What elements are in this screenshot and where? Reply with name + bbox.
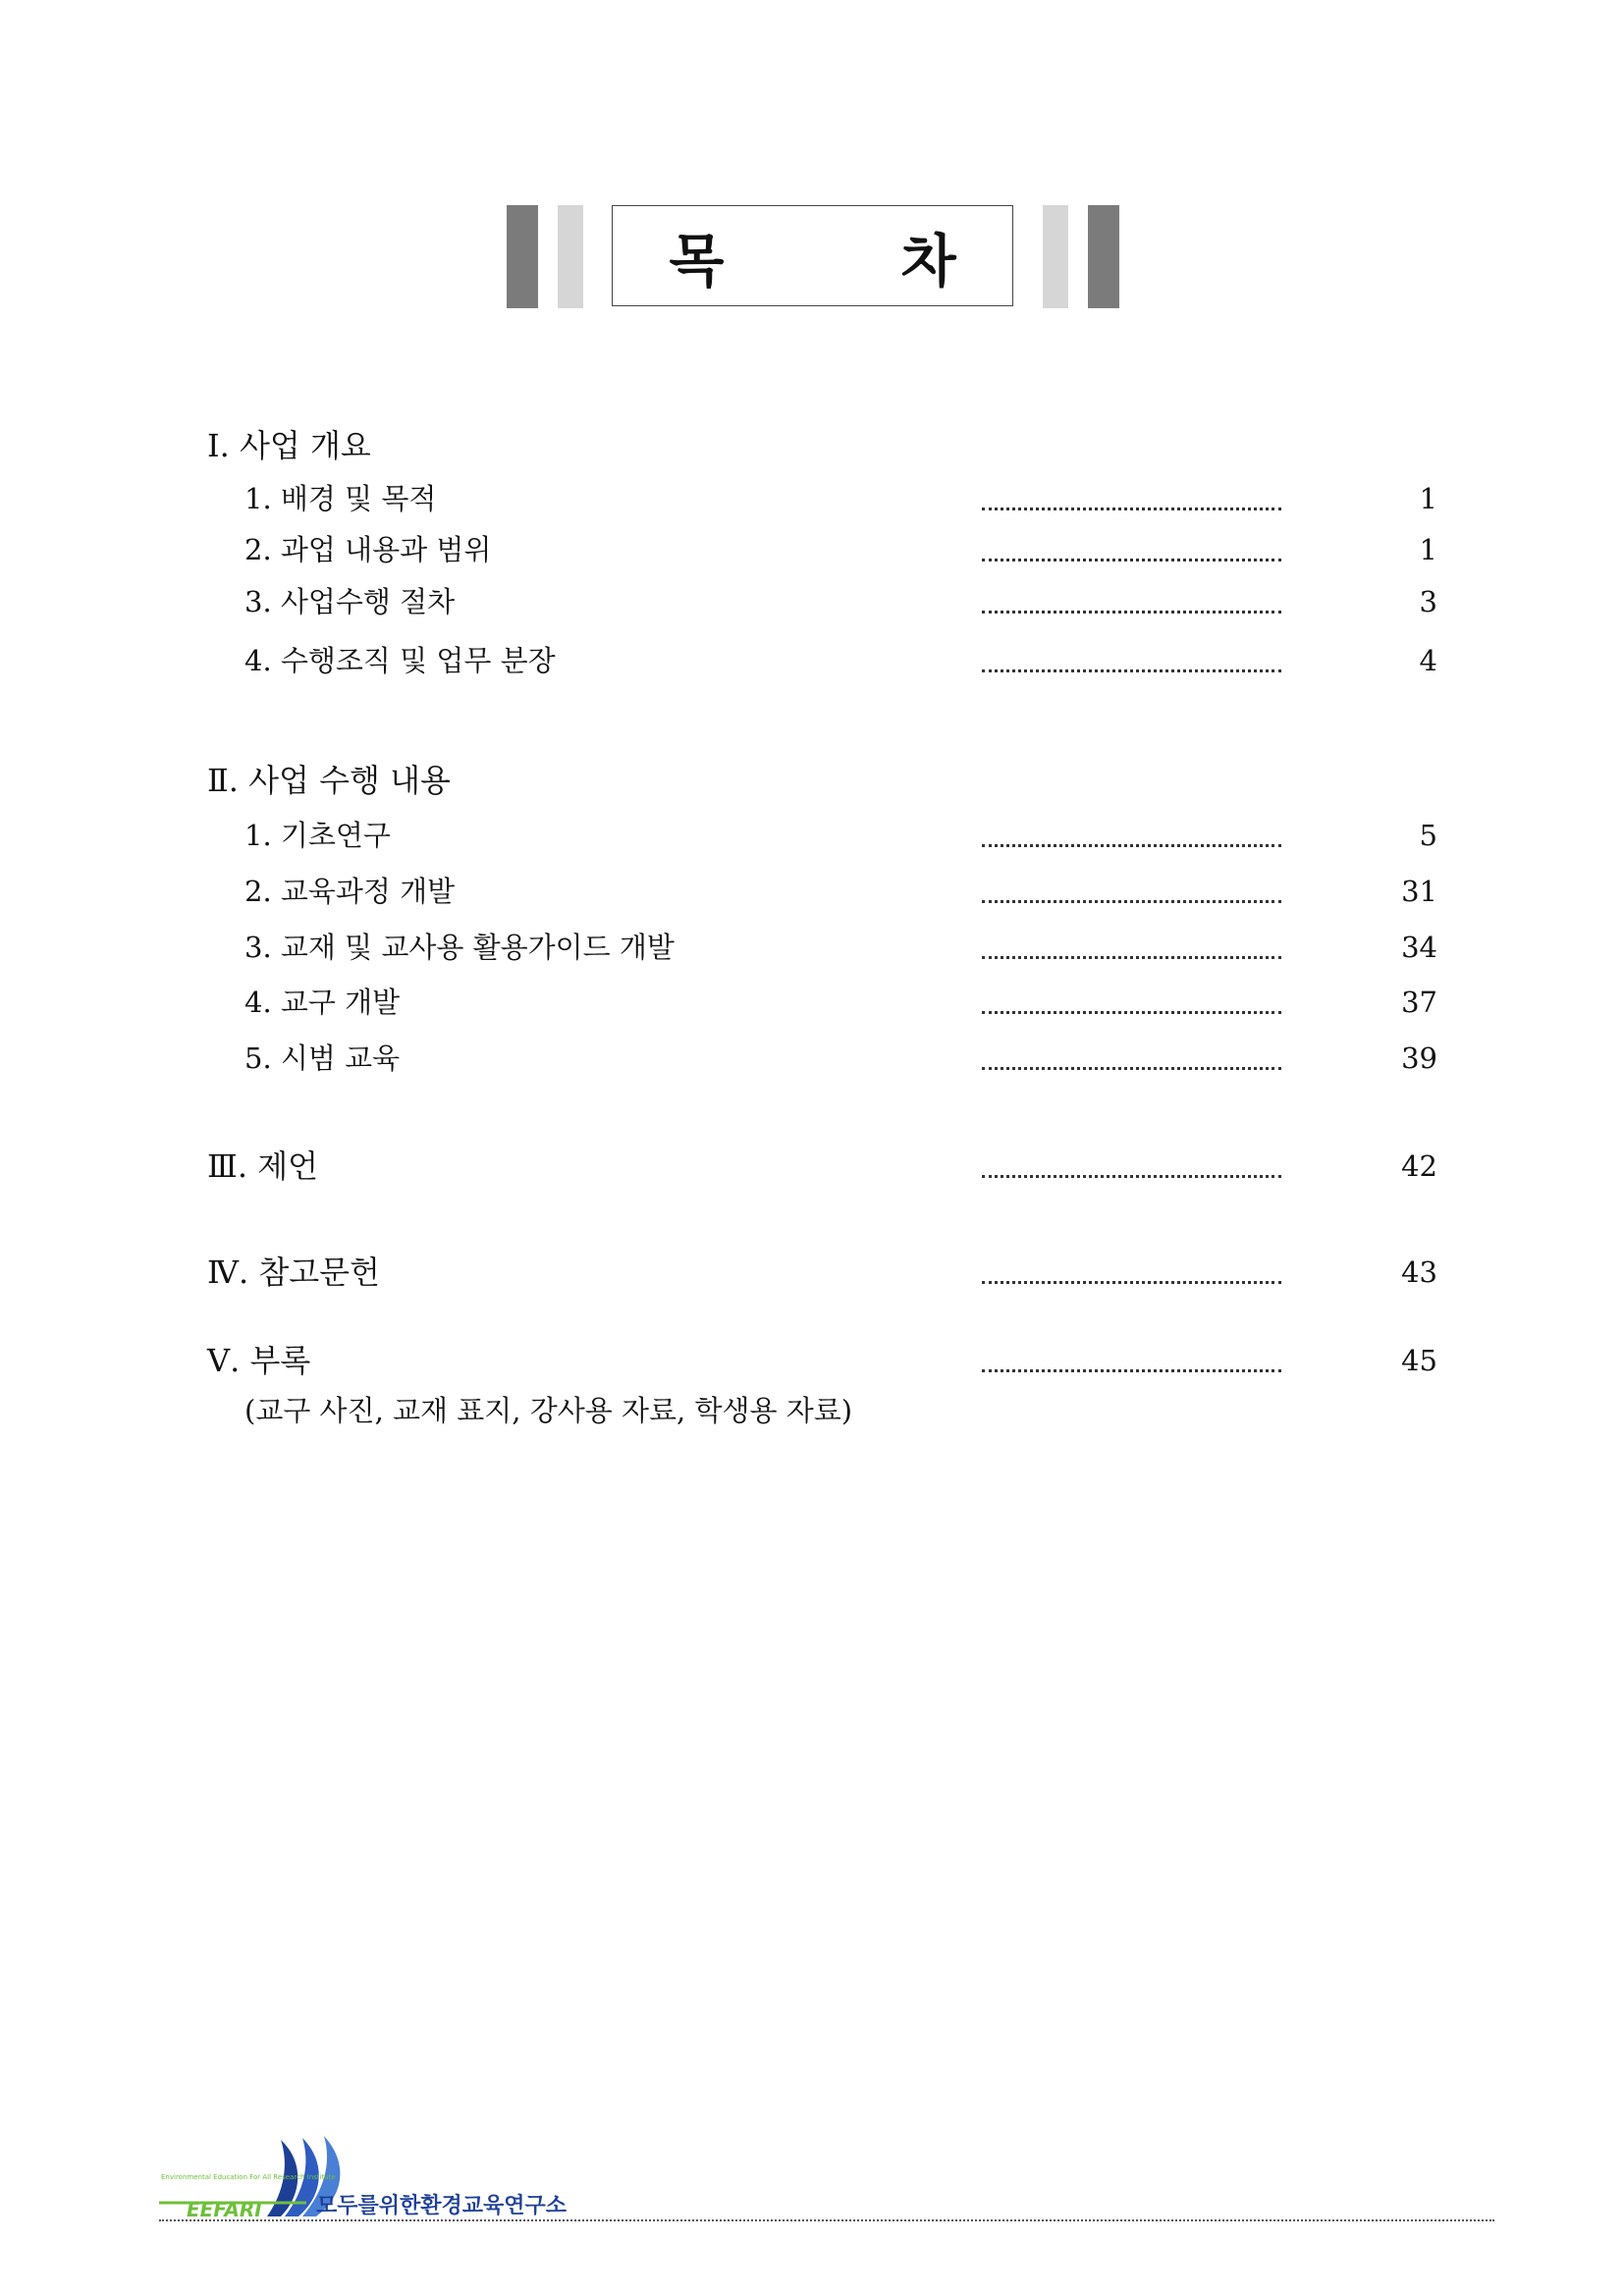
toc-leader-dots bbox=[982, 1369, 1281, 1372]
toc-page-number: 37 bbox=[1401, 986, 1437, 1019]
toc-chapter[interactable] bbox=[0, 1144, 1624, 1189]
footer-logo bbox=[159, 2132, 568, 2220]
toc-label: 3. 사업수행 절차 bbox=[244, 585, 456, 618]
toc-chapter[interactable] bbox=[0, 1250, 1624, 1295]
toc-leader-dots bbox=[982, 1011, 1281, 1014]
toc-item[interactable] bbox=[0, 579, 1624, 624]
toc-page-number: 5 bbox=[1419, 819, 1437, 852]
toc-page-number: 1 bbox=[1419, 533, 1437, 566]
toc-page-number: 45 bbox=[1401, 1344, 1437, 1377]
title-bar-left-dark bbox=[507, 205, 538, 308]
toc-item[interactable] bbox=[0, 869, 1624, 914]
toc-label: 4. 교구 개발 bbox=[244, 986, 401, 1019]
toc-leader-dots bbox=[982, 900, 1281, 903]
toc-label: Ⅲ. 제언 bbox=[207, 1148, 319, 1185]
title-bar-left-light bbox=[558, 205, 583, 308]
toc-chapter[interactable] bbox=[0, 423, 1624, 468]
toc-item[interactable] bbox=[0, 925, 1624, 970]
toc-label: 2. 과업 내용과 범위 bbox=[244, 533, 492, 566]
toc-chapter[interactable] bbox=[0, 1338, 1624, 1383]
toc-page-number: 1 bbox=[1419, 482, 1437, 515]
toc-chapter[interactable] bbox=[0, 758, 1624, 803]
toc-leader-dots bbox=[982, 1067, 1281, 1070]
toc-leader-dots bbox=[982, 611, 1281, 614]
footer-org-name: 모두를위한환경교육연구소 bbox=[316, 2194, 568, 2218]
toc-label: Ⅴ. 부록 bbox=[207, 1342, 311, 1379]
toc-label: Ⅱ. 사업 수행 내용 bbox=[207, 762, 451, 799]
toc-page-number: 39 bbox=[1401, 1041, 1437, 1075]
title-bar-right-light bbox=[1043, 205, 1068, 308]
toc-item[interactable] bbox=[0, 813, 1624, 858]
toc-item[interactable] bbox=[0, 980, 1624, 1025]
toc-page-number: 43 bbox=[1401, 1255, 1437, 1289]
toc-item[interactable] bbox=[0, 527, 1624, 572]
toc-label: 1. 배경 및 목적 bbox=[244, 482, 437, 515]
page-title: 목 차 bbox=[669, 227, 1035, 294]
logo-acronym: EEFARI bbox=[187, 2198, 262, 2220]
toc-item[interactable] bbox=[0, 1036, 1624, 1081]
title-box bbox=[612, 205, 1035, 306]
toc-leader-dots bbox=[982, 1175, 1281, 1178]
toc-leader-dots bbox=[982, 507, 1281, 510]
toc-leader-dots bbox=[982, 669, 1281, 672]
toc-page-number: 31 bbox=[1401, 875, 1437, 908]
toc-item[interactable] bbox=[0, 638, 1624, 683]
toc-page-number: 42 bbox=[1401, 1149, 1437, 1183]
toc-label: Ⅰ. 사업 개요 bbox=[207, 427, 371, 464]
toc-leader-dots bbox=[982, 844, 1281, 847]
toc-page-number: 3 bbox=[1419, 585, 1437, 618]
toc-label: 3. 교재 및 교사용 활용가이드 개발 bbox=[244, 931, 675, 964]
toc-leader-dots bbox=[982, 1281, 1281, 1284]
logo-small-text: Environmental Education For All Research Institute bbox=[161, 2173, 336, 2181]
toc-page-number: 4 bbox=[1419, 644, 1437, 677]
footer-divider bbox=[159, 2219, 1494, 2221]
toc-label: 1. 기초연구 bbox=[244, 819, 391, 852]
toc-label: Ⅳ. 참고문헌 bbox=[207, 1254, 380, 1291]
title-bar-right-dark bbox=[1088, 205, 1119, 308]
toc-page-number: 34 bbox=[1401, 931, 1437, 964]
appendix-note: (교구 사진, 교재 표지, 강사용 자료, 학생용 자료) bbox=[244, 1394, 853, 1427]
toc-label: 4. 수행조직 및 업무 분장 bbox=[244, 644, 556, 677]
toc-label: 5. 시범 교육 bbox=[244, 1041, 401, 1075]
toc-leader-dots bbox=[982, 956, 1281, 959]
toc-item[interactable] bbox=[0, 476, 1624, 521]
toc-leader-dots bbox=[982, 559, 1281, 561]
toc-label: 2. 교육과정 개발 bbox=[244, 875, 456, 908]
